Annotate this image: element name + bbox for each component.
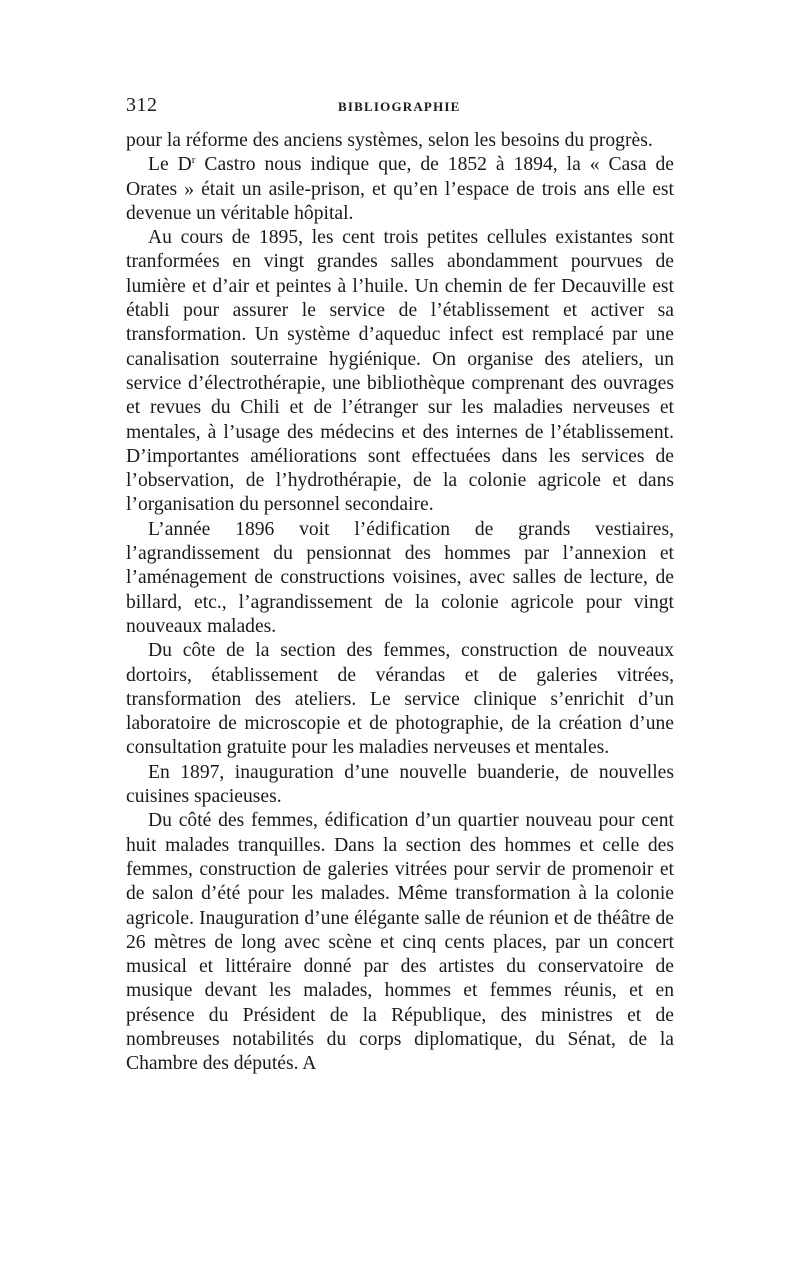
paragraph-1897: En 1897, inauguration d’une nouvelle buanderie, de nouvelles cuisines spacieuses. (126, 761, 674, 808)
paragraph-castro (126, 153, 674, 226)
doctor-superscript: r (191, 154, 196, 167)
paragraph-women-section: Du côte de la section des femmes, construction de nouveaux dortoirs, établissement de vérandas et de galeries vitrées, transformation des ateliers. Le service clinique s’enrichit d’un laboratoire de microscopie et de photographie, de la création d’une consultation gratuite pour les maladies nerveuses et mentales. (126, 640, 674, 759)
paragraph-1895: Au cours de 1895, les cent trois petites cellules existantes sont tranformées en vingt grandes salles abondamment pourvues de lumière et d’air et peintes à l’huile. Un chemin de fer Decauville est établi pour assurer le service de l’établissement et activer sa transformation. Un système d’aqueduc infect est remplacé par une canalisation souterraine hygiénique. On organise des ateliers, un service d’électrothérapie, une bibliothèque comprenant des ouvrages et revues du Chili et de l’étranger sur les maladies nerveuses et mentales, à l’usage des médecins et des internes de l’établissement. D’importantes améliorations sont effectuées dans les services de l’observation, de l’hydrothérapie, de la colonie agricole et dans l’organisation du personnel secondaire. (126, 227, 674, 516)
paragraph-1896: L’année 1896 voit l’édification de grands vestiaires, l’agrandissement du pensionnat des hommes par l’annexion et l’aménagement de constructions voisines, avec salles de lecture, de billard, etc., l’agrandissement de la colonie agricole pour vingt nouveaux malades. (126, 518, 674, 637)
page-header (126, 94, 674, 124)
body-text (126, 129, 674, 1077)
paragraph-continuation: pour la réforme des anciens systèmes, selon les besoins du progrès. (126, 130, 653, 151)
page-number: 312 (126, 94, 158, 116)
paragraph-castro-text: Castro nous indique que, de 1852 à 1894, la « Casa de Orates » était un asile-prison, et qu’en l’espace de trois ans elle est devenue un véritable hôpital. (126, 154, 674, 224)
doctor-abbrev: Le D (148, 154, 192, 176)
paragraph-women-quarter: Du côté des femmes, édification d’un quartier nouveau pour cent huit malades tranquilles. Dans la section des hommes et celle des femmes, construction de galeries vitrées pour servir de promenoir et de salon d’été pour les malades. Même transformation à la colonie agricole. Inauguration d’une élégante salle de réunion et de théâtre de 26 mètres de long avec scène et cinq cents places, par un concert musical et littéraire donné par des artistes du conservatoire de musique devant les malades, hommes et femmes réunis, et en présence du Président de la République, des ministres et de nombreuses notabilités du corps diplomatique, du Sénat, de la Chambre des députés. A (126, 810, 674, 1075)
running-head: BIBLIOGRAPHIE (338, 99, 461, 114)
